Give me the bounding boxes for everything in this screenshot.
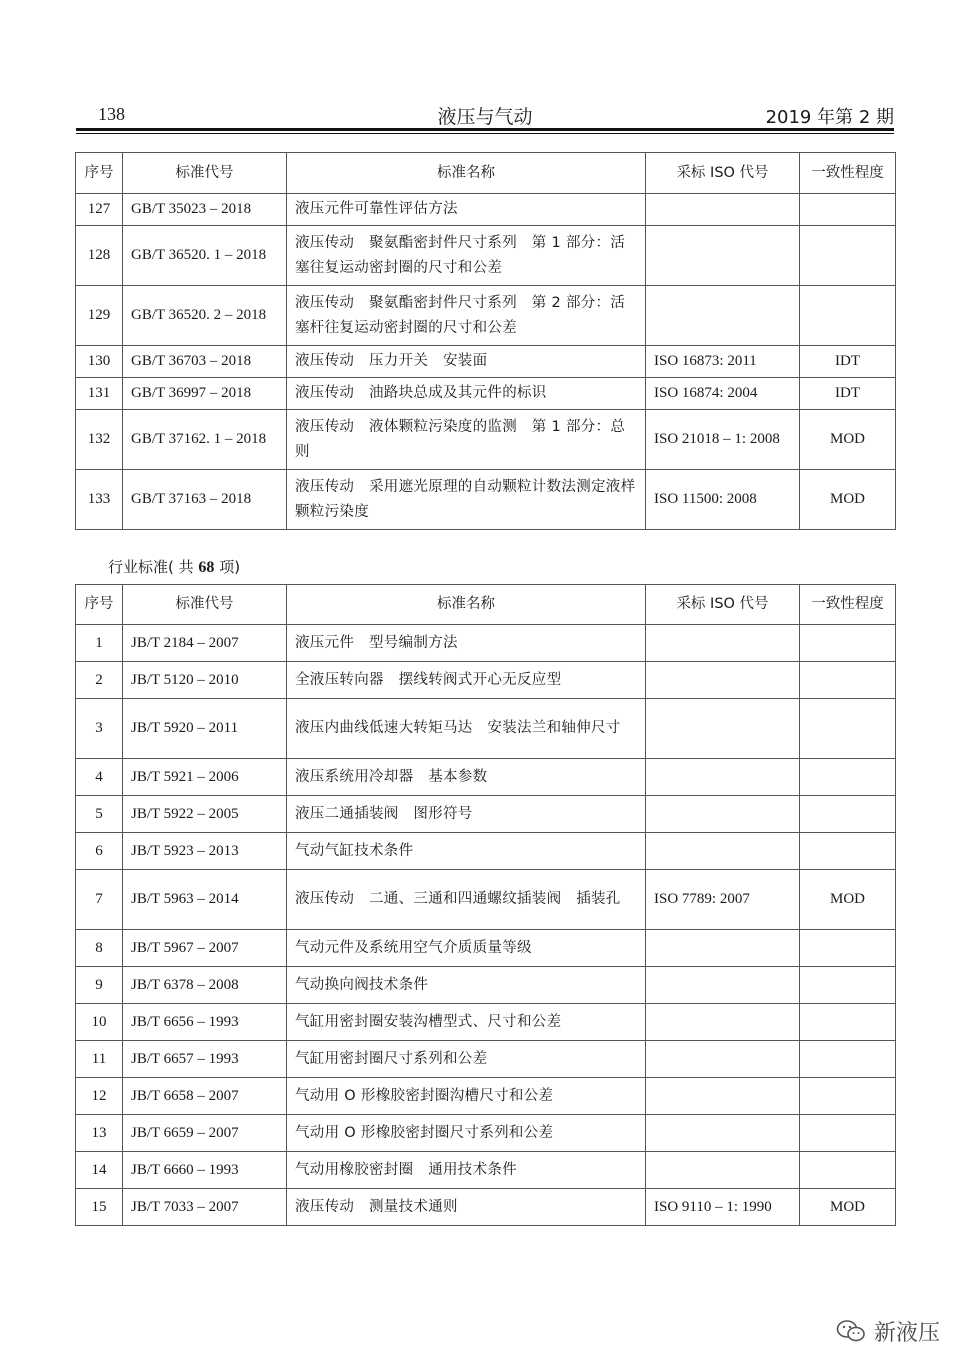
table-row — [76, 1078, 896, 1115]
cell-no: 127 — [76, 194, 123, 226]
section-unit: 项) — [219, 558, 241, 576]
cell-code: JB/T 6378 – 2008 — [123, 967, 287, 1004]
cell-degree — [800, 833, 896, 870]
table-row — [76, 1004, 896, 1041]
table-row — [76, 796, 896, 833]
table-row — [76, 1189, 896, 1226]
cell-name: 液压传动 聚氨酯密封件尺寸系列 第 1 部分：活塞往复运动密封圈的尺寸和公差 — [287, 226, 646, 286]
cell-iso: ISO 7789: 2007 — [646, 870, 800, 930]
header-rule-thick — [76, 128, 894, 131]
col-header-code: 标准代号 — [123, 153, 287, 194]
issue-label: 2019 年第 2 期 — [765, 107, 894, 128]
header-rule-thin — [76, 133, 894, 134]
table-row — [76, 470, 896, 530]
cell-code: JB/T 2184 – 2007 — [123, 625, 287, 662]
cell-name: 液压传动 采用遮光原理的自动颗粒计数法测定液样颗粒污染度 — [287, 470, 646, 530]
cell-degree — [800, 226, 896, 286]
table-header-row — [76, 585, 896, 625]
cell-no: 4 — [76, 759, 123, 796]
col-header-no: 序号 — [76, 153, 123, 194]
cell-code: GB/T 36520. 2 – 2018 — [123, 286, 287, 346]
cell-code: GB/T 36520. 1 – 2018 — [123, 226, 287, 286]
cell-iso — [646, 1078, 800, 1115]
cell-degree: MOD — [800, 870, 896, 930]
col-header-code: 标准代号 — [123, 585, 287, 625]
cell-degree — [800, 1004, 896, 1041]
cell-code: GB/T 37163 – 2018 — [123, 470, 287, 530]
cell-degree: MOD — [800, 410, 896, 470]
cell-degree — [800, 1152, 896, 1189]
cell-iso — [646, 1004, 800, 1041]
cell-code: JB/T 6659 – 2007 — [123, 1115, 287, 1152]
cell-iso — [646, 1041, 800, 1078]
cell-code: GB/T 37162. 1 – 2018 — [123, 410, 287, 470]
cell-iso — [646, 967, 800, 1004]
cell-degree — [800, 662, 896, 699]
cell-code: JB/T 7033 – 2007 — [123, 1189, 287, 1226]
journal-title: 液压与气动 — [437, 106, 533, 128]
cell-code: GB/T 36703 – 2018 — [123, 346, 287, 378]
cell-iso — [646, 194, 800, 226]
cell-name: 气动换向阀技术条件 — [287, 967, 646, 1004]
cell-name: 气动气缸技术条件 — [287, 833, 646, 870]
col-header-degree: 一致性程度 — [800, 585, 896, 625]
cell-iso: ISO 11500: 2008 — [646, 470, 800, 530]
cell-name: 液压传动 聚氨酯密封件尺寸系列 第 2 部分：活塞杆往复运动密封圈的尺寸和公差 — [287, 286, 646, 346]
cell-iso — [646, 796, 800, 833]
cell-degree: MOD — [800, 1189, 896, 1226]
cell-no: 131 — [76, 378, 123, 410]
table-row — [76, 226, 896, 286]
cell-name: 气动用橡胶密封圈 通用技术条件 — [287, 1152, 646, 1189]
cell-degree — [800, 759, 896, 796]
cell-name: 气缸用密封圈尺寸系列和公差 — [287, 1041, 646, 1078]
cell-iso: ISO 16873: 2011 — [646, 346, 800, 378]
cell-iso — [646, 226, 800, 286]
col-header-no: 序号 — [76, 585, 123, 625]
table-row — [76, 286, 896, 346]
cell-no: 15 — [76, 1189, 123, 1226]
col-header-name: 标准名称 — [287, 585, 646, 625]
cell-degree: IDT — [800, 346, 896, 378]
cell-no: 3 — [76, 699, 123, 759]
cell-no: 6 — [76, 833, 123, 870]
table-row — [76, 194, 896, 226]
cell-degree — [800, 699, 896, 759]
cell-name: 液压系统用冷却器 基本参数 — [287, 759, 646, 796]
cell-no: 2 — [76, 662, 123, 699]
cell-code: JB/T 5967 – 2007 — [123, 930, 287, 967]
section-count: 68 — [198, 559, 215, 576]
table-row — [76, 930, 896, 967]
cell-degree — [800, 194, 896, 226]
cell-no: 128 — [76, 226, 123, 286]
page-number: 138 — [98, 104, 125, 124]
cell-code: JB/T 6660 – 1993 — [123, 1152, 287, 1189]
cell-code: JB/T 5921 – 2006 — [123, 759, 287, 796]
cell-no: 8 — [76, 930, 123, 967]
cell-no: 14 — [76, 1152, 123, 1189]
cell-iso — [646, 1152, 800, 1189]
cell-no: 7 — [76, 870, 123, 930]
cell-no: 132 — [76, 410, 123, 470]
cell-code: JB/T 5963 – 2014 — [123, 870, 287, 930]
cell-name: 液压元件 型号编制方法 — [287, 625, 646, 662]
watermark-text: 新液压 — [873, 1320, 940, 1346]
cell-no: 130 — [76, 346, 123, 378]
cell-iso — [646, 286, 800, 346]
cell-name: 液压二通插装阀 图形符号 — [287, 796, 646, 833]
cell-code: JB/T 6658 – 2007 — [123, 1078, 287, 1115]
table-row — [76, 833, 896, 870]
cell-name: 液压传动 液体颗粒污染度的监测 第 1 部分：总则 — [287, 410, 646, 470]
cell-iso — [646, 662, 800, 699]
table-row — [76, 625, 896, 662]
table-row — [76, 967, 896, 1004]
cell-iso — [646, 699, 800, 759]
cell-no: 11 — [76, 1041, 123, 1078]
cell-degree: IDT — [800, 378, 896, 410]
cell-degree — [800, 967, 896, 1004]
cell-iso — [646, 833, 800, 870]
national-standards-table — [75, 152, 896, 530]
wechat-icon — [836, 1318, 866, 1344]
cell-iso — [646, 759, 800, 796]
cell-code: JB/T 6656 – 1993 — [123, 1004, 287, 1041]
cell-code: JB/T 5920 – 2011 — [123, 699, 287, 759]
cell-no: 12 — [76, 1078, 123, 1115]
cell-name: 液压传动 测量技术通则 — [287, 1189, 646, 1226]
table-row — [76, 346, 896, 378]
cell-name: 气动元件及系统用空气介质质量等级 — [287, 930, 646, 967]
section-heading-industry — [108, 556, 240, 577]
cell-iso: ISO 16874: 2004 — [646, 378, 800, 410]
cell-name: 气动用 O 形橡胶密封圈尺寸系列和公差 — [287, 1115, 646, 1152]
table-row — [76, 662, 896, 699]
cell-code: JB/T 5120 – 2010 — [123, 662, 287, 699]
cell-name: 液压内曲线低速大转矩马达 安装法兰和轴伸尺寸 — [287, 699, 646, 759]
cell-iso — [646, 1115, 800, 1152]
cell-no: 5 — [76, 796, 123, 833]
cell-name: 气缸用密封圈安装沟槽型式、尺寸和公差 — [287, 1004, 646, 1041]
cell-no: 129 — [76, 286, 123, 346]
table-row — [76, 1041, 896, 1078]
page-header — [76, 100, 894, 130]
cell-degree — [800, 625, 896, 662]
cell-degree — [800, 1078, 896, 1115]
cell-name: 全液压转向器 摆线转阀式开心无反应型 — [287, 662, 646, 699]
cell-code: GB/T 35023 – 2018 — [123, 194, 287, 226]
section-title: 行业标准( 共 — [108, 558, 194, 576]
table-row — [76, 410, 896, 470]
table-row — [76, 1115, 896, 1152]
col-header-degree: 一致性程度 — [800, 153, 896, 194]
cell-no: 133 — [76, 470, 123, 530]
col-header-name: 标准名称 — [287, 153, 646, 194]
cell-no: 1 — [76, 625, 123, 662]
cell-degree — [800, 1041, 896, 1078]
cell-iso: ISO 21018 – 1: 2008 — [646, 410, 800, 470]
cell-name: 液压传动 压力开关 安装面 — [287, 346, 646, 378]
cell-code: JB/T 5922 – 2005 — [123, 796, 287, 833]
table-row — [76, 1152, 896, 1189]
table-row — [76, 870, 896, 930]
table-header-row — [76, 153, 896, 194]
col-header-iso: 采标 ISO 代号 — [646, 153, 800, 194]
cell-iso: ISO 9110 – 1: 1990 — [646, 1189, 800, 1226]
cell-name: 气动用 O 形橡胶密封圈沟槽尺寸和公差 — [287, 1078, 646, 1115]
cell-no: 9 — [76, 967, 123, 1004]
industry-standards-table — [75, 584, 896, 1226]
cell-iso — [646, 930, 800, 967]
cell-degree: MOD — [800, 470, 896, 530]
cell-no: 13 — [76, 1115, 123, 1152]
col-header-iso: 采标 ISO 代号 — [646, 585, 800, 625]
cell-code: GB/T 36997 – 2018 — [123, 378, 287, 410]
table-row — [76, 699, 896, 759]
cell-iso — [646, 625, 800, 662]
table-row — [76, 378, 896, 410]
cell-code: JB/T 5923 – 2013 — [123, 833, 287, 870]
cell-degree — [800, 930, 896, 967]
cell-name: 液压传动 二通、三通和四通螺纹插装阀 插装孔 — [287, 870, 646, 930]
cell-degree — [800, 286, 896, 346]
watermark — [836, 1316, 940, 1346]
cell-name: 液压传动 油路块总成及其元件的标识 — [287, 378, 646, 410]
cell-degree — [800, 796, 896, 833]
cell-no: 10 — [76, 1004, 123, 1041]
cell-degree — [800, 1115, 896, 1152]
cell-code: JB/T 6657 – 1993 — [123, 1041, 287, 1078]
table-row — [76, 759, 896, 796]
cell-name: 液压元件可靠性评估方法 — [287, 194, 646, 226]
